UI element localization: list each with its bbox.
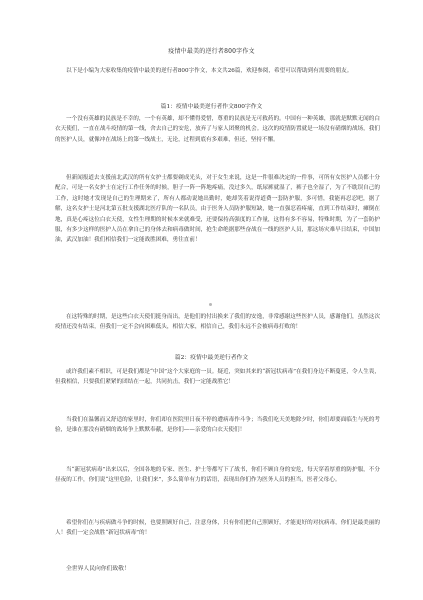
article1-paragraph: 在这特殊的时期，是这些白衣天使们挺身而出，是他们的付出换来了我们的安逸，非常感谢这些医护人员，感谢他们，虽然这次疫情还没有结束，但我们一定不会向困难低头，相信大家，相信自己，我们永远不会被病毒打败的！ <box>55 314 380 331</box>
intro-paragraph: 以下是小编为大家收集的疫情中最美的逆行者800字作文，本文共26篇，欢迎参阅，希望可以帮助到有需要的朋友。 <box>66 68 353 74</box>
article2-paragraph: 希望你们在与疾病做斗争的时候，也要照顾好自己，注意身体，只有你们把自己照顾好，才能更好的对抗病毒，你们是最美丽的人！我们一定会战胜“新冠状病毒”的！ <box>55 520 380 537</box>
article2-paragraph: 或许我们素不相识，可是我们都是“中国”这个大家庭的一员。疑近，突如其来的“新冠状病毒”在我们身边不断蔓延，令人生畏，但我相信，只要我们紧紧的团结在一起，共同抗击，我们一定能战胜它！ <box>55 369 380 386</box>
article1-paragraph: 一个没有英雄的民族是不幸的，一个有英雄，却不懂得爱惜，尊重的民族是无可救药的。中国有一种英雄，那就是默默无闻的白衣天使们，一直在战斗疫情的第一线，舍去自己的安危，放弃了与家人团聚的机会。这次的疫情防置就是一场没有硝烟的战场，我们的医护人员，就像冲在战场上的第一线战士，无论，过程到底有多艰难，但还，坚持不懈。 <box>55 116 380 143</box>
document-title: 疫情中最美的逆行者800字作文 <box>168 48 255 55</box>
article2-heading: 篇2：疫情中最美逆行者作文 <box>174 355 249 361</box>
article1-heading: 篇1：疫情中最美逆行者作文800字作文 <box>160 104 263 110</box>
separator-dot <box>209 303 212 306</box>
closing-line: 全世界人民向你们致敬！ <box>66 566 130 572</box>
article1-paragraph: 但新闻报道去支援前北武汉的所有女护士都要剃成光头，对于女生来说，这是一件很难决定的一件事，可所有女医护人员都十分配合，可是一名女护士在定行工作任务的时候，胆子一阵一阵地疼痛，没过多久，纸尿裤就湿了，裤子也全湿了，为了不耽误自己的工作，这时她才发现是自己的生理期来了，所有人都动说她出勤时，她却笑着说得道费一套防护服，多可惜，我能再忍忍吧，据了解，这名女护士是河北第五批支援湖北医疗队的一名队员，由于医务人员防护服短缺，她一直强忍着疼痛，直到工作结束时，瘫倒在地，真是心疼这位白衣天使，女性生理期的时候本来就难受，还要保持高强度的工作量，这得有多不容易，特殊时期，为了一套防护服，有多少这样的医护人员在拿自己的身体去和病毒做时间，抢生命绝据那些奋战在一线的医护人员，那这场灾难早日结束，中国加油，武汉加油！我们相信我们一定能战胜困难，勇往直前！ <box>55 175 380 244</box>
article2-paragraph: 当“新冠状病毒”出来以后，全国各地的专家、医生、护士等都写下了战书，你们不顾自身的安危，每天穿着厚重的防护服，不分昼夜的工作，你们说“这里危险，让我们来”，多么简单有力的话语，表现出你们作为医务人员的担当，医者父母心。 <box>55 467 380 484</box>
article2-paragraph: 当我们在温馨而又舒适的家里时，你们却在医院里日夜不停的遭病毒作斗争；当我们吃天美地除夕时，你们却要面临生与死的考验，是谁在那没有硝烟的战场争上默默奉献，是你们——亲爱的白衣天使们！ <box>55 417 380 434</box>
